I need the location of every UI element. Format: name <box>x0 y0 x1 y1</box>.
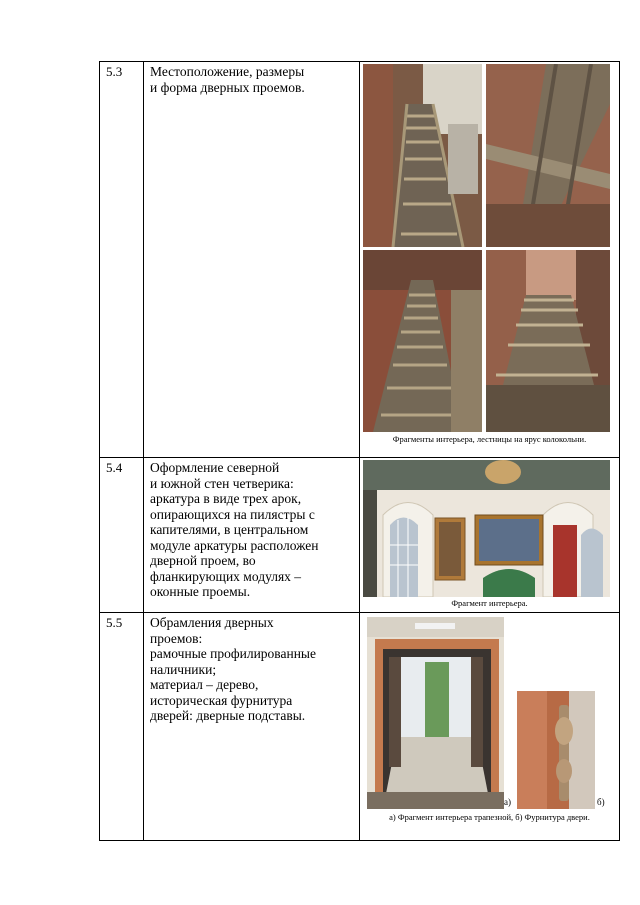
description-line: капителями, в центральном <box>150 522 309 537</box>
photo-label-a: а) <box>504 797 511 807</box>
image-caption: Фрагменты интерьера, лестницы на ярус колокольни. <box>392 434 587 444</box>
description-line: и форма дверных проемов. <box>150 79 305 95</box>
photo-label-b: б) <box>597 797 605 807</box>
row-number: 5.4 <box>100 458 144 613</box>
row-images <box>360 613 620 841</box>
row-images <box>360 62 620 458</box>
description-line: дверей: дверные подставы. <box>150 708 306 723</box>
photo-beams-top-right <box>486 64 610 247</box>
table-row <box>100 613 620 841</box>
description-line: аркатура в виде трех арок, <box>150 491 302 506</box>
description-line: проемов: <box>150 630 203 646</box>
image-caption: а) Фрагмент интерьера трапезной, б) Фурнитура двери. <box>389 812 590 822</box>
specification-table <box>99 61 620 841</box>
description-line: модуле аркатуры расположен <box>150 537 319 553</box>
row-description <box>144 458 360 613</box>
photo-grid <box>363 64 610 432</box>
photo-door-hardware-b <box>517 691 595 809</box>
photo-staircase-top-left <box>363 64 482 247</box>
description-line: и южной стен четверика: <box>150 475 294 491</box>
row-number: 5.3 <box>100 62 144 458</box>
description-line: оконные проемы. <box>150 584 251 599</box>
photo-staircase-bottom-right <box>486 250 610 432</box>
description-line: историческая фурнитура <box>150 692 293 708</box>
description-line: материал – дерево, <box>150 677 259 692</box>
photo-staircase-bottom-left <box>363 250 482 432</box>
row-number: 5.5 <box>100 613 144 841</box>
description-line: дверной проем, во <box>150 553 256 568</box>
table-row <box>100 62 620 458</box>
description-line: опирающихся на пилястры с <box>150 506 315 522</box>
table-row <box>100 458 620 613</box>
description-line: наличники; <box>150 661 217 677</box>
row-description <box>144 613 360 841</box>
photo-pair <box>363 615 610 811</box>
description-line: фланкирующих модулях – <box>150 568 302 584</box>
photo-church-interior <box>363 460 610 597</box>
description-line: Обрамления дверных <box>150 615 274 630</box>
row-description <box>144 62 360 458</box>
description-line: Оформление северной <box>150 460 280 475</box>
row-images <box>360 458 620 613</box>
description-line: рамочные профилированные <box>150 646 316 661</box>
image-caption: Фрагмент интерьера. <box>451 598 528 608</box>
description-line: Местоположение, размеры <box>150 64 305 79</box>
photo-doorway-a <box>367 617 504 809</box>
